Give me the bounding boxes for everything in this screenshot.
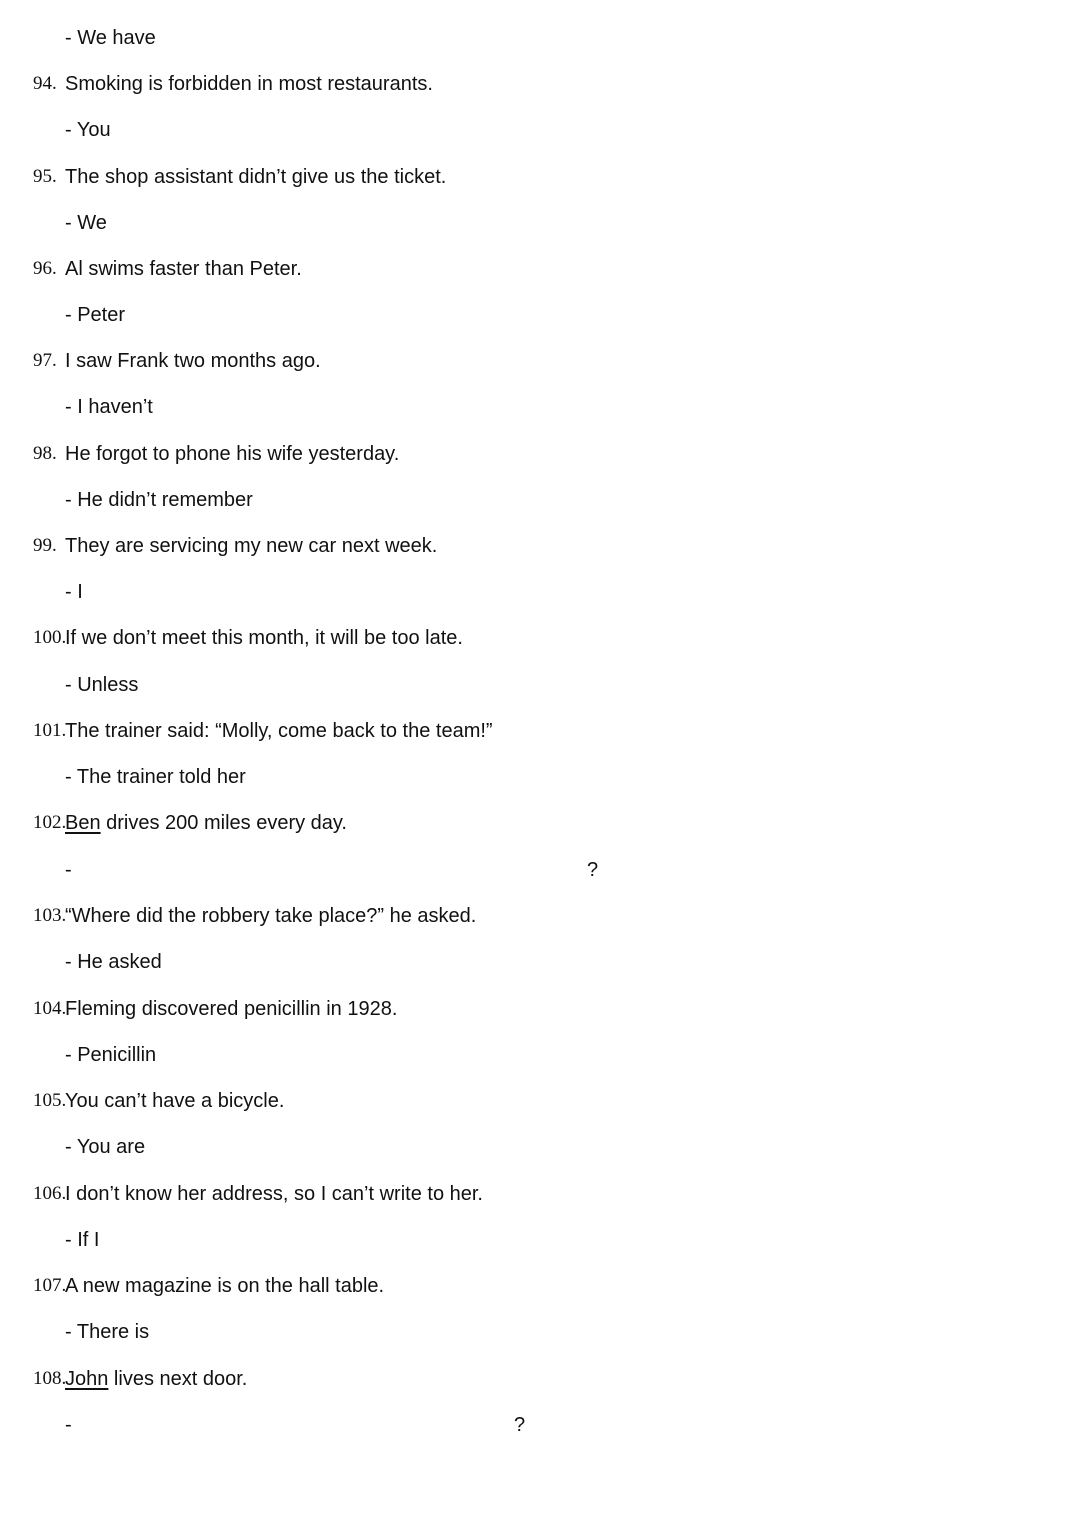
question-number: 96. [33,258,57,279]
answer-prompt: - Penicillin [65,1044,157,1066]
question-text-rest: drives 200 miles every day. [100,812,347,834]
question-number: 106. [33,1183,67,1204]
answer-prompt: - The trainer told her [65,766,246,788]
question-text: He forgot to phone his wife yesterday. [65,443,400,465]
answer-prompt: - I [65,581,83,603]
answer-prompt: - Unless [65,674,139,696]
answer-prompt: - You are [65,1136,146,1158]
answer-prompt: - I haven’t [65,396,153,418]
question-text: If we don’t meet this month, it will be too late. [65,627,463,649]
question-mark: ? [514,1414,526,1436]
answer-prompt: - We have [65,27,156,49]
question-text-rest: lives next door. [108,1368,248,1390]
question-number: 99. [33,535,57,556]
answer-prompt: - He asked [65,951,162,973]
question-text: Fleming discovered penicillin in 1928. [65,998,398,1020]
question-number: 102. [33,812,67,833]
answer-prompt: - You [65,119,111,141]
question-number: 94. [33,73,57,94]
underlined-subject: John [65,1368,109,1390]
question-text: They are servicing my new car next week. [65,535,438,557]
answer-prompt: - He didn’t remember [65,489,253,511]
answer-prompt: - If I [65,1229,100,1251]
question-text: Smoking is forbidden in most restaurants. [65,73,433,95]
question-number: 97. [33,350,57,371]
question-number: 105. [33,1090,67,1111]
question-number: 103. [33,905,67,926]
answer-prompt: - [65,1414,72,1436]
question-number: 95. [33,166,57,187]
answer-prompt: - There is [65,1321,150,1343]
question-number: 107. [33,1275,67,1296]
question-text: I saw Frank two months ago. [65,350,321,372]
question-text: The trainer said: “Molly, come back to the team!” [65,720,493,742]
question-number: 98. [33,443,57,464]
question-text [65,808,347,838]
question-number: 104. [33,998,67,1019]
question-text: The shop assistant didn’t give us the ticket. [65,166,447,188]
question-number: 108. [33,1368,67,1389]
question-text [65,1364,247,1394]
answer-prompt: - [65,859,72,881]
question-text: I don’t know her address, so I can’t write to her. [65,1183,483,1205]
question-number: 101. [33,720,67,741]
answer-prompt: - Peter [65,304,126,326]
question-text: Al swims faster than Peter. [65,258,302,280]
question-mark: ? [587,859,599,881]
answer-prompt: - We [65,212,107,234]
question-text: You can’t have a bicycle. [65,1090,285,1112]
question-number: 100. [33,627,67,648]
question-text: “Where did the robbery take place?” he asked. [65,905,477,927]
question-text: A new magazine is on the hall table. [65,1275,385,1297]
underlined-subject: Ben [65,812,101,834]
